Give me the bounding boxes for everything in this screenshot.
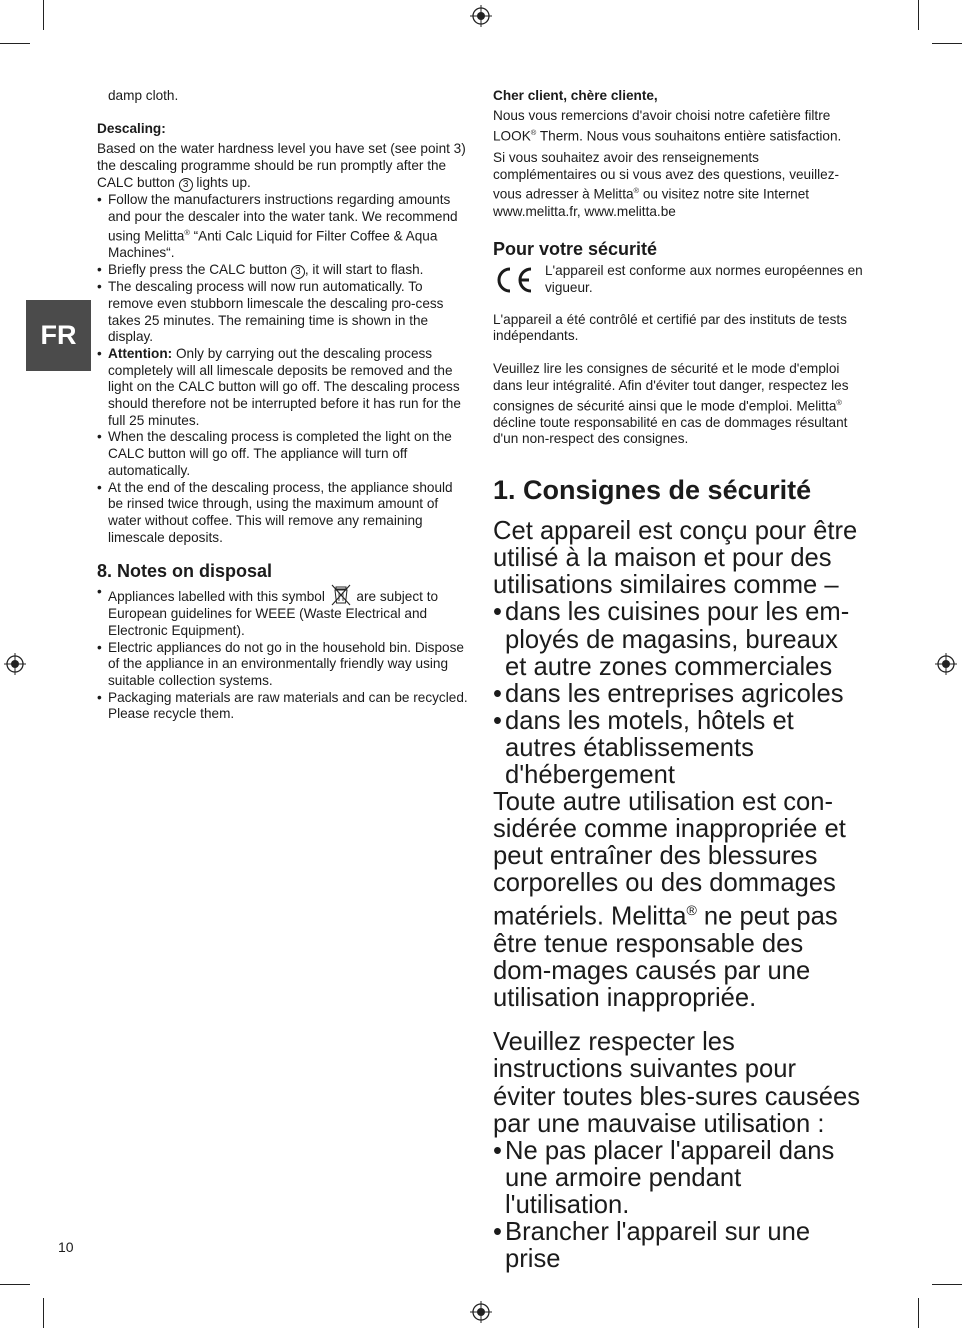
instructions-intro: Veuillez respecter les instructions suivantes pour éviter toutes bles-sures causées par une mauvaise utilisation :: [493, 1028, 861, 1138]
descaling-heading: Descaling:: [97, 120, 166, 136]
contact-paragraph: [493, 150, 865, 220]
list-item: • dans les cuisines pour les em-ployés de magasins, bureaux et autre zones commerciales: [493, 599, 865, 680]
section-8-title: 8. Notes on disposal: [97, 561, 273, 582]
crop-mark-br-h: [932, 1284, 962, 1285]
calc-button-number: 3: [291, 265, 305, 279]
registered-mark: ®: [530, 127, 537, 137]
list-item: • The descaling process will now run automatically. To remove even stubborn limescale the descaling pro-cess takes 25 minutes. The remaining time is shown in the display.: [97, 279, 469, 346]
left-column: [97, 88, 469, 723]
descaling-text-end: lights up.: [196, 174, 251, 190]
calc-button-number: 3: [179, 178, 193, 192]
crop-mark-br-v: [918, 1298, 919, 1328]
list-item: • Packaging materials are raw materials and can be recycled. Please recycle them.: [97, 690, 469, 723]
section-1-title: 1. Consignes de sécurité: [493, 475, 812, 506]
language-tab-label: FR: [40, 320, 77, 350]
misuse-text-end: ne peut pas être tenue responsable des dom-mages causés par une utilisation inappropriée.: [493, 902, 838, 1013]
list-item: • Electric appliances do not go in the household bin. Dispose of the appliance in an environmentally friendly way using suitable collection systems.: [97, 640, 469, 690]
contact-text: Si vous souhaitez avoir des renseignements complémentaires ou si vous avez des questions, veuillez-vous adresser à Melitta: [493, 149, 840, 202]
disposal-notes: [97, 584, 469, 723]
greeting: Cher client, chère cliente,: [493, 88, 658, 103]
descaling-paragraph: [97, 141, 469, 191]
list-item: [97, 262, 469, 279]
list-item: • dans les motels, hôtels et autres établissements d'hébergement: [493, 708, 865, 789]
ce-mark-icon: [493, 265, 535, 295]
crop-mark-bl-v: [43, 1298, 44, 1328]
list-item: [97, 346, 469, 430]
step-text: Briefly press the CALC button: [108, 262, 288, 278]
registration-mark-icon: [935, 653, 957, 675]
registered-mark: ®: [184, 228, 190, 238]
intro-text: damp cloth.: [108, 88, 179, 103]
registration-mark-icon: [470, 5, 492, 27]
crop-mark-tr-h: [932, 43, 962, 44]
step-text: Only by carrying out the descaling process completely will all limescale deposits be removed and the light on the CALC button will go off. The descaling process should therefore not be interrupted before it has run for the full 25 minutes.: [108, 345, 461, 428]
safety-text-end: décline toute responsabilité en cas de dommages résultant d'un non-respect des consignes.: [493, 414, 848, 447]
list-item: [97, 192, 469, 262]
registered-mark: ®: [836, 397, 842, 407]
misuse-paragraph: [493, 789, 865, 1012]
weee-bin-icon: [331, 584, 351, 606]
crop-mark-tr-v: [918, 0, 919, 30]
disposal-text: Appliances labelled with this symbol: [108, 589, 325, 605]
language-tab: [26, 300, 91, 371]
list-item: • Ne pas placer l'appareil dans une armoire pendant l'utilisation.: [493, 1138, 865, 1219]
list-item: • At the end of the descaling process, the appliance should be rinsed twice through, using the maximum amount of water without coffee. This will remove any remaining limescale deposits.: [97, 480, 469, 547]
crop-mark-tl-v: [43, 0, 44, 30]
step-text: Follow the manufacturers instructions regarding amounts and pour the descaler into the water tank. We recommend using Melitta: [108, 191, 458, 244]
usage-list: [493, 599, 865, 789]
step-text-end: , it will start to flash.: [304, 262, 424, 278]
descaling-steps: [97, 192, 469, 547]
registered-mark: ®: [633, 186, 640, 196]
list-item: • When the descaling process is completed the light on the CALC button will go off. The appliance will turn off automatically.: [97, 429, 469, 479]
disposal-text-end: are subject to European guidelines for WEEE (Waste Electrical and Electronic Equipment).: [108, 589, 439, 638]
misuse-text: Toute autre utilisation est con-sidérée comme inappropriée et peut entraîner des blessures corporelles ou des dommages matériels. Melitta: [493, 788, 846, 931]
securite-heading: Pour votre sécurité: [493, 239, 658, 260]
certification-paragraph: L'appareil a été contrôlé et certifié par des instituts de tests indépendants.: [493, 311, 847, 344]
thanks-text-end: Therm. Nous vous souhaitons entière satisfaction.: [536, 128, 842, 144]
list-item: • Brancher l'appareil sur une prise: [493, 1219, 865, 1273]
safety-read-paragraph: [493, 361, 865, 448]
ce-conformity: [493, 263, 865, 296]
usage-intro: Cet appareil est conçu pour être utilisé à la maison et pour des utilisations similaires comme –: [493, 517, 858, 600]
page-number: 10: [58, 1239, 74, 1255]
thanks-text: Nous vous remercions d'avoir choisi notre cafetière filtre LOOK: [493, 108, 831, 144]
instructions-list: [493, 1138, 865, 1273]
list-item: [97, 584, 469, 639]
crop-mark-tl-h: [0, 43, 30, 44]
descaling-text: Based on the water hardness level you have set (see point 3) the descaling programme should be run promptly after the CALC button: [97, 141, 466, 190]
step-text-end: “Anti Calc Liquid for Filter Coffee & Aqua Machines“.: [108, 228, 438, 261]
contact-text-end: ou visitez notre site Internet www.melitta.fr, www.melitta.be: [493, 186, 810, 219]
list-item: • dans les entreprises agricoles: [493, 681, 865, 708]
crop-mark-bl-h: [0, 1284, 30, 1285]
registration-mark-icon: [4, 653, 26, 675]
registration-mark-icon: [470, 1301, 492, 1323]
safety-text: Veuillez lire les consignes de sécurité et le mode d'emploi dans leur intégralité. Afin d'éviter tout danger, respectez les consignes de sécurité ainsi que le mode d'emploi. Melitta: [493, 361, 849, 414]
right-column: [493, 88, 865, 1273]
ce-text: L'appareil est conforme aux normes européennes en vigueur.: [545, 263, 863, 295]
thanks-paragraph: [493, 108, 865, 145]
registered-mark: ®: [686, 902, 697, 919]
attention-label: Attention:: [108, 345, 173, 361]
